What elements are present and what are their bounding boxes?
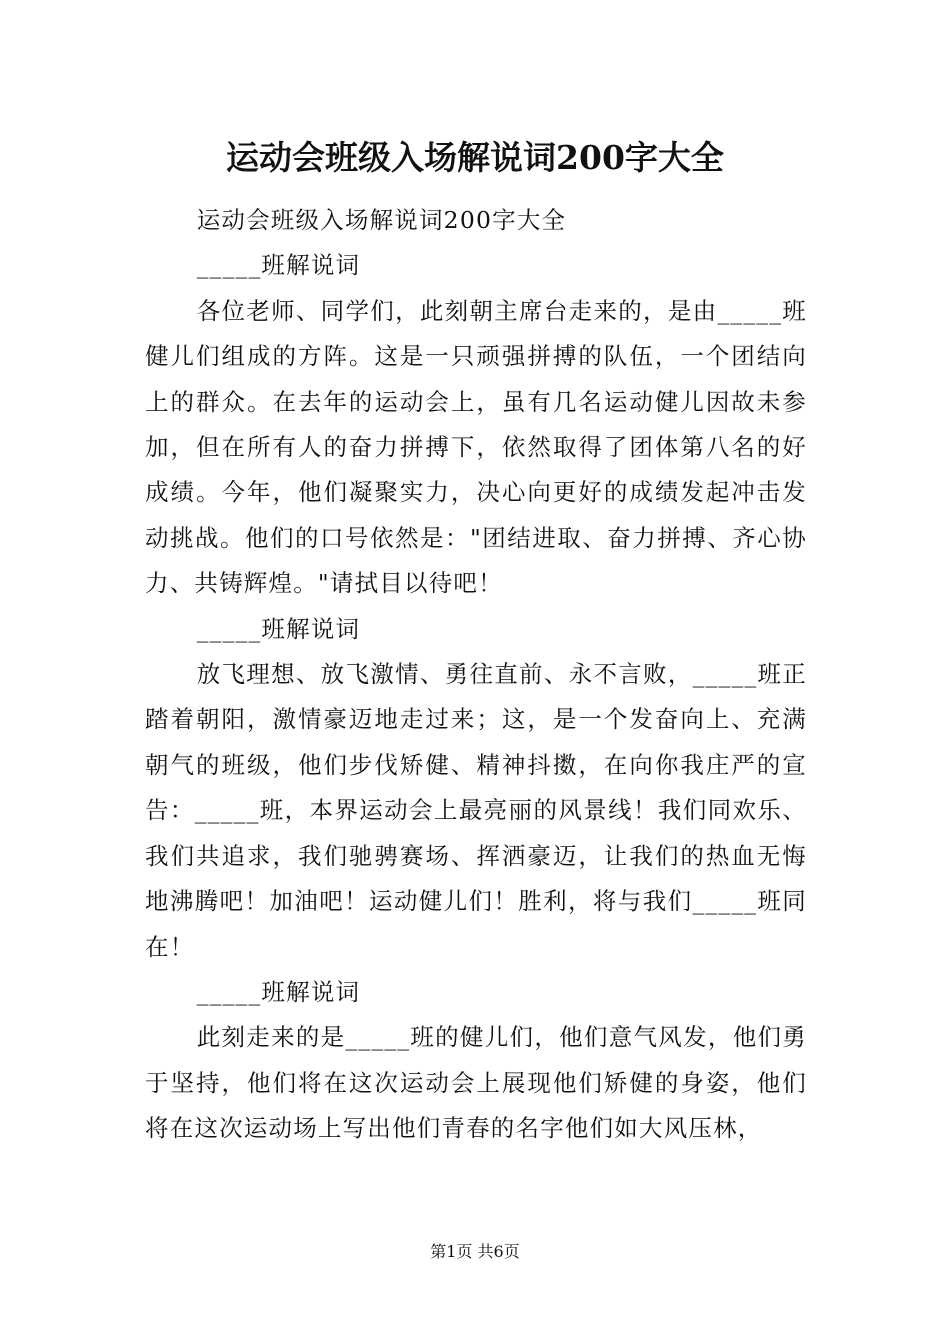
paragraph-heading-1: _____班解说词 xyxy=(196,251,361,280)
page-footer: 第1页 共6页 xyxy=(430,1242,520,1261)
document-title: 运动会班级入场解说词200字大全 xyxy=(226,138,724,177)
paragraph-subtitle: 运动会班级入场解说词200字大全 xyxy=(196,206,567,234)
paragraph-body-3: 此刻走来的是_____班的健儿们，他们意气风发，他们勇于坚持，他们将在这次运动会上展现他们矫健的身姿，他们将在这次运动场上写出他们青春的名字他们如大风压林， xyxy=(145,1023,807,1143)
document-body xyxy=(145,198,807,1152)
paragraph-heading-3: _____班解说词 xyxy=(196,977,361,1006)
paragraph-body-1: 各位老师、同学们，此刻朝主席台走来的，是由_____班健儿们组成的方阵。这是一只顽强拼搏的队伍，一个团结向上的群众。在去年的运动会上，虽有几名运动健儿因故未参加，但在所有人的奋力拼搏下，依然取得了团体第八名的好成绩。今年，他们凝聚实力，决心向更好的成绩发起冲击发动挑战。他们的口号依然是："团结进取、奋力拼搏、齐心协力、共铸辉煌。"请拭目以待吧！ xyxy=(145,296,807,598)
paragraph-heading-2: _____班解说词 xyxy=(196,614,361,643)
paragraph-body-2: 放飞理想、放飞激情、勇往直前、永不言败，_____班正踏着朝阳，激情豪迈地走过来；这，是一个发奋向上、充满朝气的班级，他们步伐矫健、精神抖擞，在向你我庄严的宣告：_____班，本界运动会上最亮丽的风景线！我们同欢乐、我们共追求，我们驰骋赛场、挥洒豪迈，让我们的热血无悔地沸腾吧！加油吧！运动健儿们！胜利，将与我们_____班同在！ xyxy=(145,660,807,961)
